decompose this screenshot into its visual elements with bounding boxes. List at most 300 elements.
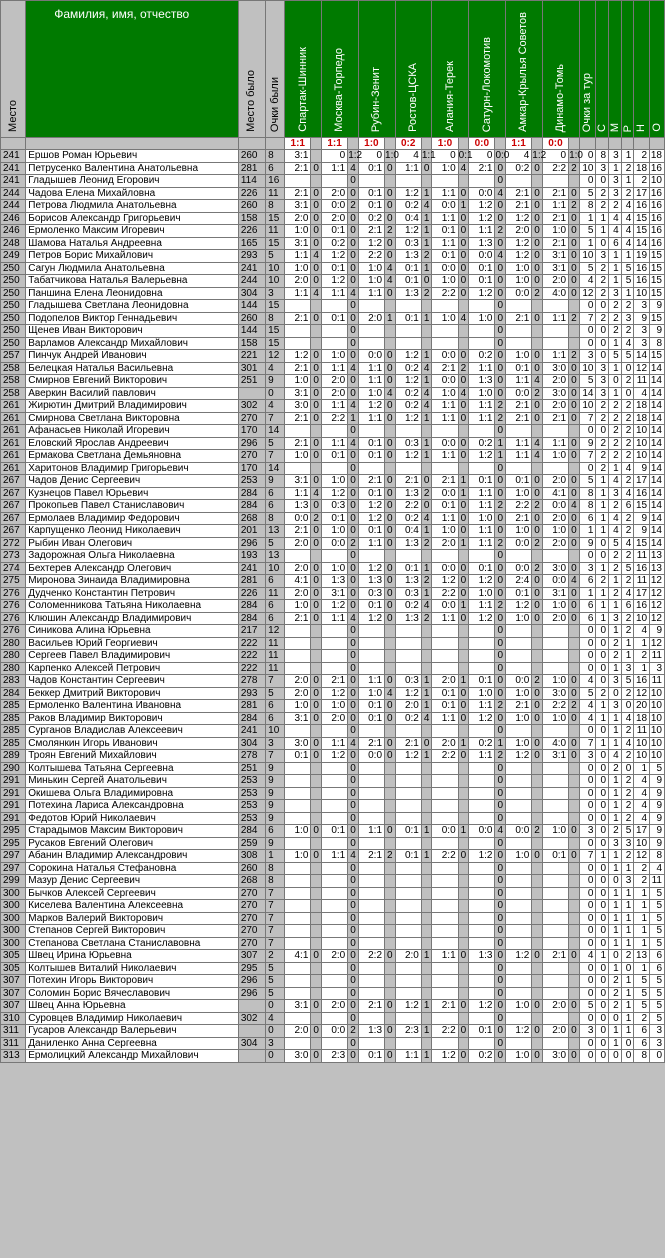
place-cell: 273 [1,550,26,563]
prediction-cell: 2:0 [542,375,568,388]
match-points-cell: 4 [421,712,432,725]
prediction-cell: 0:1 [358,600,384,613]
match-points-cell [385,637,396,650]
match-points-cell [458,650,469,663]
prediction-cell [321,837,347,850]
table-row [1,725,665,738]
prediction-cell: 0:0 [432,437,458,450]
match-points-cell: 0 [495,237,506,250]
match-points-cell: 0 [311,1050,322,1063]
stat-cell: 11 [650,650,665,663]
stat-cell: 1 [596,225,609,238]
name-cell: Дудченко Константин Петрович [26,587,239,600]
prediction-cell [432,975,458,988]
table-row [1,762,665,775]
stat-cell: 2 [596,187,609,200]
stat-cell: 2 [609,987,622,1000]
prediction-cell [285,762,311,775]
prediction-cell [358,787,384,800]
stat-cell: 0 [596,900,609,913]
prediction-cell: 1:0 [505,737,531,750]
match-points-cell: 0 [495,475,506,488]
stat-cell: 2 [621,187,634,200]
name-cell: Пинчук Андрей Иванович [26,350,239,363]
match-points-cell [569,1012,580,1025]
match-points-cell: 0 [348,600,359,613]
place-cell: 307 [1,975,26,988]
match-points-cell [532,325,543,338]
prediction-cell: 2:0 [285,212,311,225]
prediction-cell [395,550,421,563]
match-points-cell: 0 [348,762,359,775]
place-cell: 297 [1,850,26,863]
place-cell: 285 [1,725,26,738]
stat-cell: 1 [609,662,622,675]
match-points-cell [458,300,469,313]
points-were-cell: 7 [266,450,285,463]
points-were-cell: 14 [266,425,285,438]
table-row [1,687,665,700]
prediction-cell [285,725,311,738]
stat-cell: 5 [579,375,596,388]
prediction-cell: 0:1 [321,450,347,463]
table-row [1,850,665,863]
prediction-cell [285,875,311,888]
stat-header-s: С [596,1,609,138]
match-points-cell: 0 [348,775,359,788]
match-points-cell [458,962,469,975]
stat-cell: 0 [621,762,634,775]
prediction-cell [395,625,421,638]
prediction-cell: 0:1 [469,562,495,575]
match-points-cell: 0 [348,525,359,538]
place-cell: 261 [1,400,26,413]
prediction-cell: 2:1 [321,675,347,688]
stat-cell: 2 [634,150,650,163]
prediction-cell [505,887,531,900]
place-cell: 305 [1,950,26,963]
match-header-3: Рубин-Зенит [358,1,395,138]
stat-cell: 2 [621,850,634,863]
stat-cell: 4 [634,800,650,813]
match-points-cell: 2 [311,512,322,525]
name-cell: Русаков Евгений Олегович [26,837,239,850]
prediction-cell: 0:1 [395,562,421,575]
name-cell: Гладышев Леонид Егорович [26,175,239,188]
points-were-cell: 7 [266,900,285,913]
prediction-cell [542,912,568,925]
prediction-cell: 0:0 [469,250,495,263]
match-points-cell: 0 [569,262,580,275]
stat-cell: 0 [596,425,609,438]
match-points-cell [385,550,396,563]
place-was-cell: 270 [238,900,265,913]
match-points-cell [569,925,580,938]
prediction-cell: 2:1 [542,237,568,250]
match-points-cell: 0 [458,687,469,700]
place-was-cell: 284 [238,712,265,725]
stat-cell: 9 [634,312,650,325]
stat-cell: 2 [609,200,622,213]
prediction-cell: 1:0 [505,1000,531,1013]
prediction-cell [432,462,458,475]
stat-cell: 4 [579,675,596,688]
prediction-cell [469,987,495,1000]
match-points-cell: 2 [495,400,506,413]
stat-cell: 1 [609,262,622,275]
prediction-cell: 0:3 [395,587,421,600]
place-was-cell: 304 [238,1037,265,1050]
stat-cell: 14 [634,237,650,250]
match-points-cell: 0 [385,950,396,963]
table-row [1,525,665,538]
prediction-cell: 2:1 [505,700,531,713]
match-points-cell [569,787,580,800]
prediction-cell: 1:0 [469,687,495,700]
place-was-cell: 296 [238,537,265,550]
prediction-cell: 0:0 [358,750,384,763]
match-points-cell: 0 [532,275,543,288]
match-points-cell: 2 [385,850,396,863]
prediction-cell: 2:0 [285,537,311,550]
match-points-cell: 0 [348,937,359,950]
points-were-cell: 15 [266,325,285,338]
stat-cell: 1 [609,575,622,588]
prediction-cell [432,787,458,800]
prediction-cell: 1:1 [432,400,458,413]
stat-cell: 1 [621,1012,634,1025]
stat-cell: 0 [596,650,609,663]
stat-cell: 2 [621,687,634,700]
prediction-cell: 0:3 [395,237,421,250]
prediction-cell: 1:2 [395,225,421,238]
stat-cell: 0 [579,300,596,313]
prediction-cell: 1:1 [432,212,458,225]
prediction-cell [542,325,568,338]
prediction-cell: 3:0 [542,387,568,400]
place-was-cell: 296 [238,975,265,988]
match-points-cell [458,800,469,813]
match-points-cell: 0 [458,375,469,388]
stat-cell: 0 [579,900,596,913]
place-was-cell: 268 [238,512,265,525]
stat-cell: 0 [596,1012,609,1025]
prediction-cell: 1:0 [285,850,311,863]
prediction-cell: 2:1 [285,312,311,325]
points-were-cell: 6 [266,600,285,613]
prediction-cell: 0:0 [505,537,531,550]
points-were-cell: 7 [266,912,285,925]
place-was-cell: 268 [238,875,265,888]
stat-cell: 15 [634,500,650,513]
stat-cell: 3 [634,325,650,338]
match-points-cell: 2 [421,287,432,300]
match-points-cell: 0 [569,400,580,413]
points-were-cell: 6 [266,612,285,625]
stat-cell: 10 [579,162,596,175]
match-points-cell [458,175,469,188]
stat-cell: 3 [579,1025,596,1038]
match-points-cell: 0 [348,625,359,638]
match-points-cell [421,962,432,975]
place-cell: 295 [1,837,26,850]
prediction-cell: 0:0 [432,562,458,575]
prediction-cell: 0:1 [542,850,568,863]
prediction-cell: 1:0 [542,450,568,463]
name-cell: Афанасьев Николай Игоревич [26,425,239,438]
prediction-cell: 0:2 [469,350,495,363]
prediction-cell [321,937,347,950]
match-points-cell: 0 [569,562,580,575]
stat-cell: 0 [579,925,596,938]
match-result: 0:0 [469,138,495,150]
match-points-cell: 0 [532,412,543,425]
match-points-cell: 0 [348,700,359,713]
match-points-cell: 0 [495,950,506,963]
stat-cell: 19 [634,250,650,263]
stat-cell: 5 [634,975,650,988]
match-points-cell [458,912,469,925]
prediction-cell: 0:1 [395,275,421,288]
place-was-cell: 144 [238,300,265,313]
prediction-cell: 0:1 [469,675,495,688]
match-points-cell: 1:0 [569,150,583,162]
stat-cell: 3 [579,562,596,575]
match-points-cell: 1 [495,450,506,463]
match-points-cell: 0 [458,612,469,625]
points-were-cell: 3 [266,737,285,750]
prediction-cell [321,650,347,663]
match-points-cell: 0 [458,1025,469,1038]
match-points-cell: 0 [311,362,322,375]
match-points-cell: 0 [532,362,543,375]
match-points-cell: 0 [458,437,469,450]
prediction-cell: 0:1 [358,487,384,500]
match-points-cell [569,175,580,188]
prediction-cell [432,300,458,313]
stat-cell: 14 [650,387,665,400]
match-points-cell: 0 [569,275,580,288]
match-points-cell [532,550,543,563]
prediction-cell: 2:0 [432,537,458,550]
match-points-cell: 0 [458,212,469,225]
stat-cell: 0 [596,837,609,850]
place-cell: 285 [1,700,26,713]
stat-cell: 11 [634,375,650,388]
match-points-cell: 4 [532,450,543,463]
prediction-cell: 0:0 [469,825,495,838]
stat-cell: 0 [579,337,596,350]
match-points-cell: 0 [569,712,580,725]
prediction-cell: 0:2 [469,737,495,750]
prediction-cell: 1:2 [469,450,495,463]
match-points-cell: 0 [311,275,322,288]
name-cell: Абанин Владимир Александрович [26,850,239,863]
points-were-cell: 2 [266,950,285,963]
match-points-cell: 0 [385,212,396,225]
stat-cell: 1 [621,175,634,188]
match-points-cell [385,887,396,900]
stat-cell: 5 [650,937,665,950]
stat-cell: 9 [650,300,665,313]
match-points-cell [421,175,432,188]
place-cell: 274 [1,562,26,575]
stat-cell: 12 [634,687,650,700]
stat-cell: 3 [609,150,622,163]
points-were-cell: 14 [266,462,285,475]
prediction-cell [432,887,458,900]
match-points-cell: 0 [385,500,396,513]
name-cell: Степанов Сергей Викторович [26,925,239,938]
prediction-cell [469,975,495,988]
place-cell: 244 [1,187,26,200]
name-cell: Сагун Людмила Анатольевна [26,262,239,275]
place-was-cell: 270 [238,925,265,938]
prediction-cell: 0:2 [358,212,384,225]
match-points-cell: 0 [532,262,543,275]
stat-cell: 2 [609,300,622,313]
match-points-cell: 1 [421,675,432,688]
prediction-cell [469,625,495,638]
stat-cell: 18 [650,150,665,163]
stat-cell: 1 [621,250,634,263]
match-points-cell: 4 [495,187,506,200]
prediction-cell: 1:1 [358,537,384,550]
match-points-cell [532,175,543,188]
place-cell: 250 [1,337,26,350]
prediction-cell [285,650,311,663]
stat-cell: 1 [609,162,622,175]
prediction-cell: 2:0 [285,675,311,688]
match-points-cell: 1 [421,187,432,200]
match-points-cell: 2 [495,225,506,238]
prediction-cell: 3:1 [285,387,311,400]
match-points-cell [385,725,396,738]
stat-cell: 5 [650,975,665,988]
match-points-cell: 0 [569,587,580,600]
prediction-cell: 2:0 [285,1025,311,1038]
stat-cell: 2 [609,312,622,325]
match-points-cell: 4 [532,437,543,450]
prediction-cell [469,787,495,800]
match-points-cell: 0 [348,750,359,763]
prediction-cell: 1:0 [321,475,347,488]
match-points-cell [569,637,580,650]
table-row [1,712,665,725]
match-points-cell [532,887,543,900]
prediction-cell: 1:0 [432,162,458,175]
prediction-cell: 4:0 [542,287,568,300]
stat-cell: 12 [650,612,665,625]
prediction-cell: 3:0 [285,737,311,750]
stat-cell: 2 [621,512,634,525]
prediction-cell: 3:1 [285,712,311,725]
stat-cell: 6 [609,237,622,250]
prediction-cell: 2:1 [285,525,311,538]
prediction-cell [321,775,347,788]
name-cell: Сурганов Владислав Алексеевич [26,725,239,738]
place-was-cell: 293 [238,687,265,700]
match-points-cell: 0 [348,875,359,888]
match-points-cell: 2 [421,612,432,625]
prediction-cell: 1:1 [395,1050,421,1063]
match-points-cell: 0 [311,850,322,863]
stat-cell: 2 [621,475,634,488]
prediction-cell [395,975,421,988]
match-points-cell: 2 [421,575,432,588]
match-points-cell: 0 [311,475,322,488]
table-row [1,450,665,463]
stat-cell: 0 [579,1012,596,1025]
place-was-cell: 278 [238,750,265,763]
stat-cell: 0 [579,962,596,975]
match-points-cell: 2 [421,487,432,500]
prediction-cell: 1:1 [542,437,568,450]
stat-cell: 9 [650,787,665,800]
match-points-cell: 0 [348,650,359,663]
stat-cell: 6 [650,950,665,963]
match-points-cell [458,787,469,800]
prediction-cell: 0:1 [321,512,347,525]
table-row [1,475,665,488]
match-points-cell: 0 [495,637,506,650]
prediction-cell: 0:1 [358,1050,384,1063]
stat-cell: 3 [621,837,634,850]
table-row [1,275,665,288]
place-cell: 257 [1,350,26,363]
match-points-cell: 0 [532,512,543,525]
prediction-cell: 2:1 [542,412,568,425]
match-points-cell [569,425,580,438]
prediction-cell [321,625,347,638]
stat-cell: 1 [609,937,622,950]
prediction-cell: 1:1 [321,437,347,450]
stat-cell: 1 [621,287,634,300]
prediction-cell [505,937,531,950]
table-row [1,600,665,613]
prediction-cell: 2:1 [395,737,421,750]
stat-cell: 5 [621,350,634,363]
stat-cell: 10 [579,362,596,375]
prediction-cell: 0:2 [395,387,421,400]
place-was-cell [238,1025,265,1038]
stat-cell: 9 [579,437,596,450]
stat-cell: 0 [579,325,596,338]
stat-cell: 0 [596,825,609,838]
match-points-cell: 0 [311,1025,322,1038]
match-points-cell: 0 [385,162,396,175]
stat-cell: 7 [579,450,596,463]
prediction-cell: 3:1 [542,250,568,263]
table-row [1,200,665,213]
prediction-cell [505,325,531,338]
match-points-cell [311,987,322,1000]
prediction-cell [358,325,384,338]
prediction-cell: 2:0 [321,950,347,963]
name-cell: Троян Евгений Михайлович [26,750,239,763]
place-cell: 250 [1,275,26,288]
table-row [1,237,665,250]
points-were-cell: 4 [266,400,285,413]
match-points-cell: 0 [495,1000,506,1013]
prediction-cell [358,862,384,875]
place-was-cell: 144 [238,325,265,338]
stat-cell: 8 [650,337,665,350]
stat-cell: 14 [579,387,596,400]
match-points-cell: 0 [495,462,506,475]
prediction-cell: 4:1 [542,487,568,500]
match-points-cell [421,1037,432,1050]
